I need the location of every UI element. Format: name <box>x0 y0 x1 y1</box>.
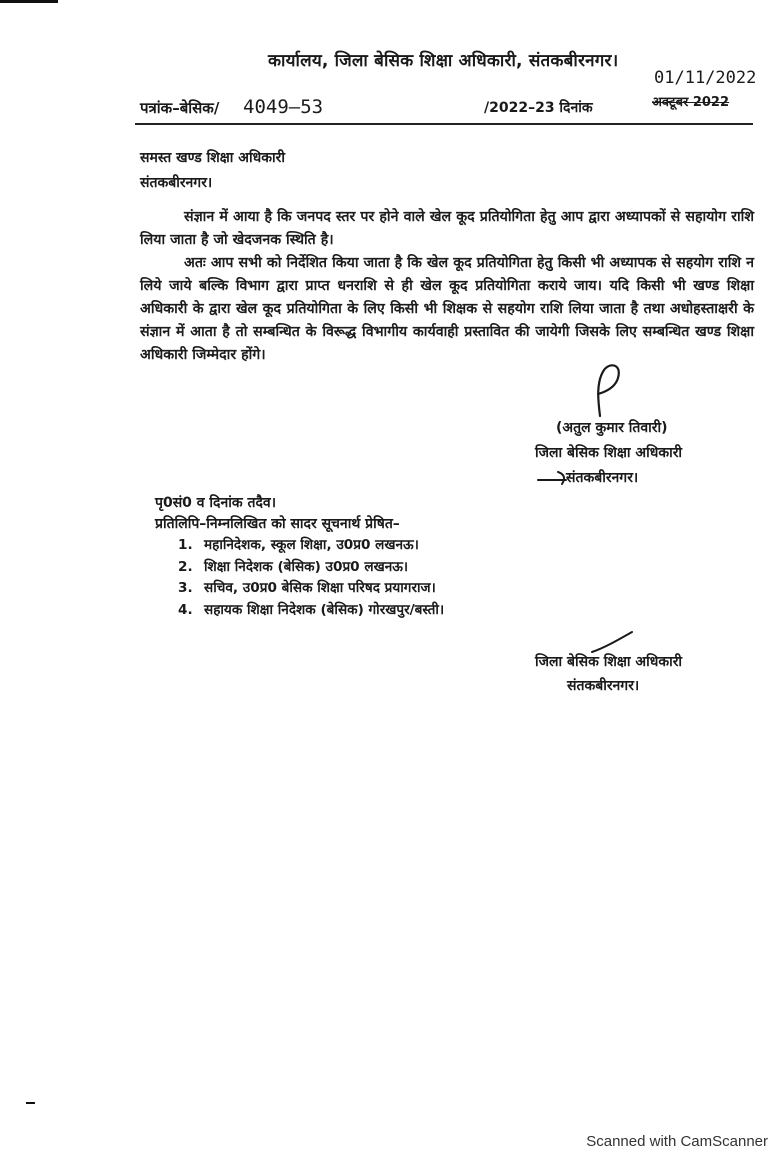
body-paragraph-1: संज्ञान में आया है कि जनपद स्तर पर होने वाले खेल कूद प्रतियोगिता हेतु आप द्वारा अध्यापकों से सहायोग राशि लिया जाता है जो खेदजनक स्थिति है। <box>140 209 754 248</box>
scan-edge-dash <box>26 1102 35 1104</box>
handwritten-reference-number: 4049–53 <box>243 96 324 118</box>
signatory-name: (अतुल कुमार तिवारी) <box>556 420 668 436</box>
struck-printed-date: अक्टूबर 2022 <box>652 95 730 110</box>
body-paragraph-2: अतः आप सभी को निर्देशित किया जाता है कि खेल कूद प्रतियोगिता हेतु किसी भी अध्यापक से सहयोग राशि न लिये जाये बल्कि विभाग द्वारा प्राप्त धनराशि से ही खेल कूद प्रतियोगिता कराये जाय। यदि किसी भी खण्ड शिक्षा अधिकारी के द्वारा खेल कूद प्रतियोगिता के लिए किसी भी शिक्षक से सहयोग राशि लिया जाता है तथा अधोहस्ताक्षरी के संज्ञान में आता है तो सम्बन्धित के विरूद्ध विभागीय कार्यवाही प्रस्तावित की जायेगी जिसके लिए सम्बन्धित खण्ड शिक्षा अधिकारी जिम्मेदार होंगे। <box>140 255 754 363</box>
signatory-designation: जिला बेसिक शिक्षा अधिकारी <box>535 445 683 461</box>
scanner-watermark: Scanned with CamScanner <box>586 1133 768 1150</box>
recipient-line-1: समस्त खण्ड शिक्षा अधिकारी <box>140 150 285 166</box>
list-item: 3. सचिव, उ0प्र0 बेसिक शिक्षा परिषद प्रयागराज। <box>178 580 436 596</box>
session-date-label: /2022–23 दिनांक <box>484 100 593 116</box>
letter-body <box>140 206 754 367</box>
list-item: 4. सहायक शिक्षा निदेशक (बेसिक) गोरखपुर/बस्ती। <box>178 601 445 618</box>
signature-scribble-icon <box>578 360 638 420</box>
copy-reference: पृ0सं0 व दिनांक तदैव। <box>155 495 277 511</box>
office-title: कार्यालय, जिला बेसिक शिक्षा अधिकारी, संतकबीरनगर। <box>268 51 619 71</box>
signatory-2-designation: जिला बेसिक शिक्षा अधिकारी <box>535 654 683 670</box>
recipient-line-2: संतकबीरनगर। <box>140 175 213 191</box>
list-item: 1. महानिदेशक, स्कूल शिक्षा, उ0प्र0 लखनऊ। <box>178 537 419 553</box>
copy-intro: प्रतिलिपि–निम्नलिखित को सादर सूचनार्थ प्रेषित– <box>155 516 400 532</box>
signatory-2-place: संतकबीरनगर। <box>567 678 640 694</box>
initial-stroke-icon <box>536 466 570 486</box>
list-item: 2. शिक्षा निदेशक (बेसिक) उ0प्र0 लखनऊ। <box>178 558 409 575</box>
handwritten-date: 01/11/2022 <box>654 68 757 88</box>
scan-edge-mark <box>0 0 58 3</box>
copy-recipient-list <box>178 535 444 621</box>
signatory-place: संतकबीरनगर। <box>566 470 639 486</box>
reference-label: पत्रांक–बेसिक/ <box>140 99 220 117</box>
header-divider <box>135 123 753 125</box>
